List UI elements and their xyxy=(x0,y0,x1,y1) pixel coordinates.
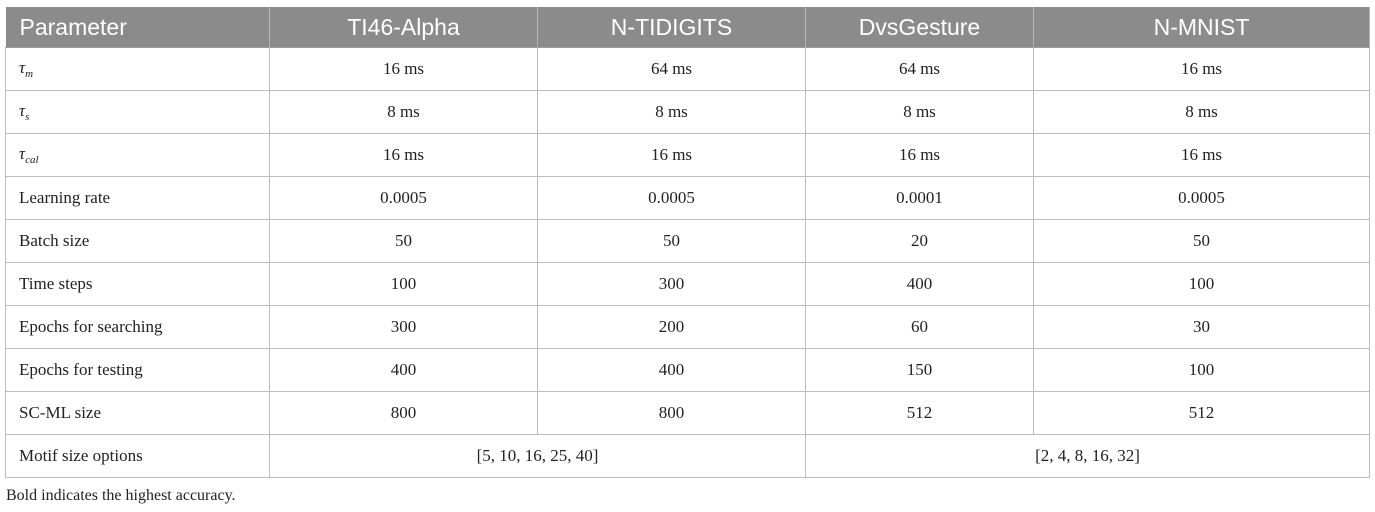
motif-audio-cell: [5, 10, 16, 25, 40] xyxy=(270,435,806,478)
table-cell: 300 xyxy=(538,263,806,306)
table-row xyxy=(6,48,1370,91)
table-cell: 16 ms xyxy=(806,134,1034,177)
table-cell: 50 xyxy=(1034,220,1370,263)
table-cell: 800 xyxy=(270,392,538,435)
table-row xyxy=(6,220,1370,263)
table-cell: 200 xyxy=(538,306,806,349)
table-cell: 0.0005 xyxy=(538,177,806,220)
param-epochs-searching: Epochs for searching xyxy=(6,306,270,349)
table-cell: 16 ms xyxy=(1034,48,1370,91)
table-row xyxy=(6,306,1370,349)
table-cell: 0.0005 xyxy=(1034,177,1370,220)
header-parameter: Parameter xyxy=(6,7,270,48)
table-cell: 400 xyxy=(270,349,538,392)
param-tau-cal: $\tau_{cal}$ xyxy=(6,134,270,177)
table-row xyxy=(6,349,1370,392)
table-cell: 16 ms xyxy=(1034,134,1370,177)
motif-vision-cell: [2, 4, 8, 16, 32] xyxy=(806,435,1370,478)
param-batch-size: Batch size xyxy=(6,220,270,263)
param-tau-s: $\tau_s$ xyxy=(6,91,270,134)
table-cell: 16 ms xyxy=(270,134,538,177)
param-tau-m: $\tau_m$ xyxy=(6,48,270,91)
table-cell: 64 ms xyxy=(538,48,806,91)
table-cell: 8 ms xyxy=(270,91,538,134)
table-row xyxy=(6,392,1370,435)
table-cell: 50 xyxy=(538,220,806,263)
table-cell: 8 ms xyxy=(538,91,806,134)
table-cell: 8 ms xyxy=(1034,91,1370,134)
header-ti46-alpha: TI46-Alpha xyxy=(270,7,538,48)
table-row xyxy=(6,263,1370,306)
table-cell: 512 xyxy=(1034,392,1370,435)
param-time-steps: Time steps xyxy=(6,263,270,306)
table-cell: 512 xyxy=(806,392,1034,435)
table-cell: 100 xyxy=(1034,263,1370,306)
header-n-mnist: N-MNIST xyxy=(1034,7,1370,48)
table-footnote: Bold indicates the highest accuracy. xyxy=(6,487,236,504)
table-cell: 300 xyxy=(270,306,538,349)
table-row xyxy=(6,134,1370,177)
parameter-table-container xyxy=(5,7,1369,478)
table-cell: 400 xyxy=(538,349,806,392)
param-learning-rate: Learning rate xyxy=(6,177,270,220)
header-dvsgesture: DvsGesture xyxy=(806,7,1034,48)
table-cell: 30 xyxy=(1034,306,1370,349)
table-cell: 400 xyxy=(806,263,1034,306)
table-cell: 150 xyxy=(806,349,1034,392)
table-cell: 16 ms xyxy=(538,134,806,177)
table-header-row xyxy=(6,7,1370,48)
table-cell: 16 ms xyxy=(270,48,538,91)
table-cell: 20 xyxy=(806,220,1034,263)
table-cell: 60 xyxy=(806,306,1034,349)
table-cell: 50 xyxy=(270,220,538,263)
table-row xyxy=(6,91,1370,134)
table-cell: 0.0001 xyxy=(806,177,1034,220)
table-cell: 64 ms xyxy=(806,48,1034,91)
table-cell: 800 xyxy=(538,392,806,435)
table-row xyxy=(6,435,1370,478)
param-motif-size-options: Motif size options xyxy=(6,435,270,478)
table-cell: 100 xyxy=(1034,349,1370,392)
param-epochs-testing: Epochs for testing xyxy=(6,349,270,392)
table-cell: 100 xyxy=(270,263,538,306)
parameter-table xyxy=(5,7,1370,478)
table-cell: 8 ms xyxy=(806,91,1034,134)
table-row xyxy=(6,177,1370,220)
header-n-tidigits: N-TIDIGITS xyxy=(538,7,806,48)
param-scml-size: SC-ML size xyxy=(6,392,270,435)
table-cell: 0.0005 xyxy=(270,177,538,220)
